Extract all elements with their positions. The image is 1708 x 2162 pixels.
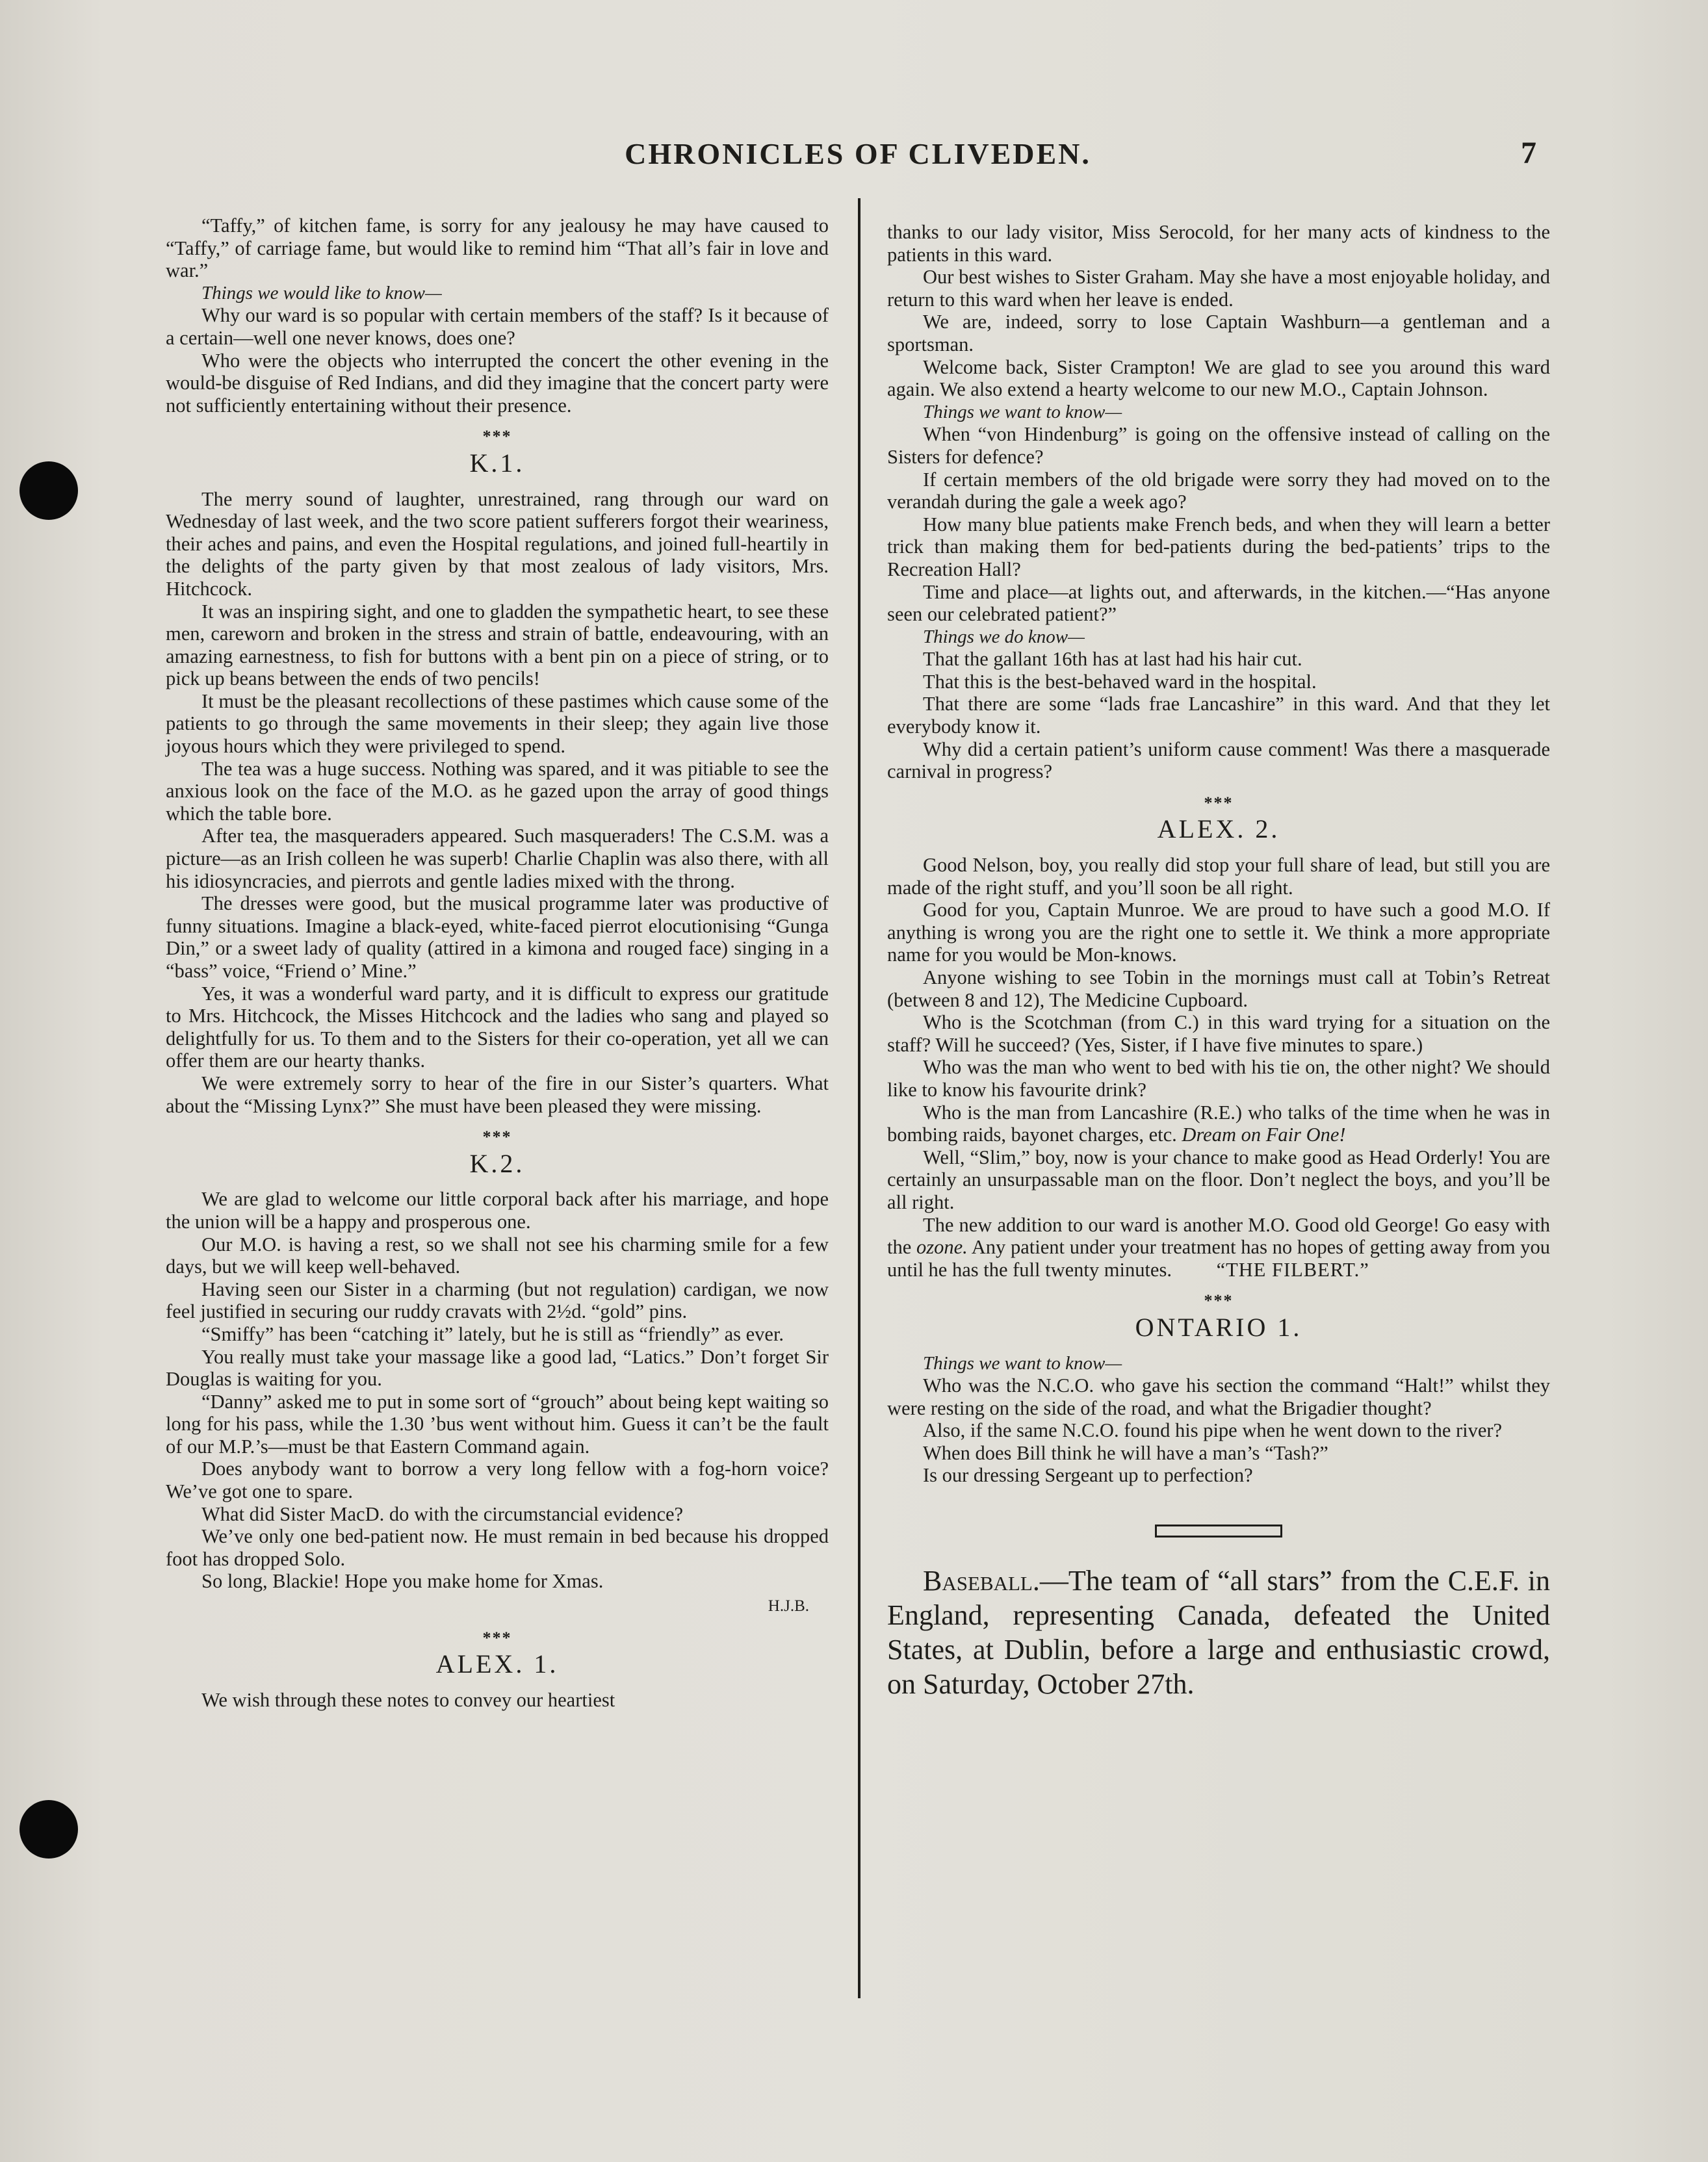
section-separator: ***	[1204, 1291, 1234, 1311]
alex2-paragraph: Good for you, Captain Munroe. We are proud to have such a good M.O. If anything is wrong you are the right one to settle it. We think a more appropriate name for you would be Mon-knows.	[887, 899, 1550, 966]
left-column	[166, 214, 829, 1711]
k1-paragraph: It must be the pleasant recollections of these pastimes which cause some of the patients to go through the same movements in their sleep; they again live those joyous hours which they were privileged to spend.	[166, 689, 829, 758]
alex1-paragraph: We are, indeed, sorry to lose Captain Washburn—a gentleman and a sportsman.	[887, 311, 1550, 355]
section-title-k1: K.1.	[469, 448, 525, 478]
alex1-continued-paragraph: thanks to our lady visitor, Miss Serocold, for her many acts of kindness to the patients in this ward.	[887, 221, 1550, 266]
know-item: Why did a certain patient’s uniform cause comment! Was there a masquerade carnival in progress?	[887, 738, 1550, 783]
alex2-paragraph: Who was the man who went to bed with his tie on, the other night? We should like to know his favourite drink?	[887, 1056, 1550, 1101]
k2-signature: H.J.B.	[768, 1597, 809, 1615]
section-separator: ***	[1204, 793, 1234, 812]
baseball-text: —The team of “all stars” from the C.E.F. in England, representing Canada, defeated the United States, at Dublin, before a large and enthusiastic crowd, on Saturday, October 27th.	[887, 1565, 1550, 1701]
dream-on-fair-one: Dream on Fair One!	[1182, 1124, 1346, 1146]
ontario-want-subhead: Things we want to know—	[923, 1352, 1122, 1374]
ozone-word: ozone.	[916, 1236, 968, 1259]
know-item: That the gallant 16th has at last had his hair cut.	[923, 648, 1302, 671]
red-indians-paragraph: Who were the objects who interrupted the concert the other evening in the would-be disguise of Red Indians, and did they imagine that the concert party were not sufficiently entertaining without their presence.	[166, 349, 829, 417]
alex2-lancashire-paragraph	[887, 1101, 1550, 1146]
new-mo-text-end: Any patient under your treatment has no hopes of getting away from you until he has the full twenty minutes.	[887, 1236, 1550, 1281]
section-title-alex2: ALEX. 2.	[1157, 814, 1280, 844]
alex2-new-mo-paragraph	[887, 1214, 1550, 1281]
know-item: That there are some “lads frae Lancashire” in this ward. And that they let everybody know it.	[887, 693, 1550, 738]
ornament-rule	[1155, 1525, 1282, 1538]
ontario-item: Also, if the same N.C.O. found his pipe when he went down to the river?	[923, 1419, 1503, 1442]
baseball-notice	[887, 1564, 1550, 1701]
k2-paragraph: Does anybody want to borrow a very long fellow with a fog-horn voice? We’ve got one to spare.	[166, 1458, 829, 1503]
k2-paragraph: We’ve only one bed-patient now. He must remain in bed because his dropped foot has dropped Solo.	[166, 1525, 829, 1570]
section-title-alex1: ALEX. 1.	[435, 1649, 559, 1679]
taffy-paragraph: “Taffy,” of kitchen fame, is sorry for any jealousy he may have caused to “Taffy,” of carriage fame, but would like to remind him “That all’s fair in love and war.”	[166, 214, 829, 282]
section-separator: ***	[482, 1127, 512, 1147]
k1-paragraph: It was an inspiring sight, and one to gladden the sympathetic heart, to see these men, careworn and broken in the stress and strain of battle, endeavouring, with an amazing earnestness, to fish for buttons with a bent pin on a piece of string, or to pick up beans between the ends of two pencils!	[166, 600, 829, 690]
ontario-item: Who was the N.C.O. who gave his section the command “Halt!” whilst they were resting on the side of the road, and what the Brigadier thought?	[887, 1374, 1550, 1419]
k2-paragraph: Our M.O. is having a rest, so we shall not see his charming smile for a few days, but we will keep well-behaved.	[166, 1233, 829, 1278]
know-item: That this is the best-behaved ward in the hospital.	[923, 670, 1317, 693]
k1-paragraph: After tea, the masqueraders appeared. Such masqueraders! The C.S.M. was a picture—as an Irish colleen he was superb! Charlie Chaplin was also there, with all his idiosyncracies, and pierrots and gentle ladies mixed with the throng.	[166, 825, 829, 892]
want-item: When “von Hindenburg” is going on the offensive instead of calling on the Sisters for defence?	[887, 423, 1550, 468]
alex2-paragraph: Anyone wishing to see Tobin in the mornings must call at Tobin’s Retreat (between 8 and 12), The Medicine Cupboard.	[887, 966, 1550, 1011]
k2-paragraph: We are glad to welcome our little corporal back after his marriage, and hope the union will be a happy and prosperous one.	[166, 1188, 829, 1233]
new-mo-text: The new addition to our ward is another M.O. Good old George! Go easy with the	[887, 1213, 1550, 1259]
lancashire-text: Who is the man from Lancashire (R.E.) who talks of the time when he was in bombing raids, bayonet charges, etc.	[887, 1101, 1550, 1146]
want-item: How many blue patients make French beds, and when they will learn a better trick than making them for bed-patients during the bed-patients’ trips to the Recreation Hall?	[887, 513, 1550, 580]
filbert-signature: “THE FILBERT.”	[1216, 1258, 1369, 1281]
k2-paragraph: Having seen our Sister in a charming (but not regulation) cardigan, we now feel justified in securing our ruddy cravats with 2½d. “gold” pins.	[166, 1278, 829, 1323]
ward-popular-paragraph: Why our ward is so popular with certain members of the staff? Is it because of a certain—well one never knows, does one?	[166, 304, 829, 349]
alex2-paragraph: Who is the Scotchman (from C.) in this ward trying for a situation on the staff? Will he succeed? (Yes, Sister, if I have five minutes to spare.)	[887, 1011, 1550, 1056]
section-separator: ***	[482, 427, 512, 446]
alex2-slim-paragraph: Well, “Slim,” boy, now is your chance to make good as Head Orderly! You are certainly an unsurpassable man on the floor. Don’t neglect the boys, and you’ll be all right.	[887, 1146, 1550, 1213]
alex1-paragraph: We wish through these notes to convey our heartiest	[201, 1688, 615, 1711]
k1-paragraph: The tea was a huge success. Nothing was spared, and it was pitiable to see the anxious look on the face of the M.O. as he gazed upon the array of good things which the table bore.	[166, 757, 829, 825]
right-column	[887, 221, 1550, 1701]
k2-paragraph: “Danny” asked me to put in some sort of “grouch” about being kept waiting so long for his pass, while the 1.30 ’bus went without him. Guess it can’t be the fault of our M.P.’s—must be that Eastern Command again.	[166, 1390, 829, 1458]
page-number: 7	[1521, 136, 1536, 170]
section-title-ontario1: ONTARIO 1.	[1135, 1312, 1302, 1342]
ontario-item: Is our dressing Sergeant up to perfection?	[923, 1464, 1253, 1487]
want-item: If certain members of the old brigade were sorry they had moved on to the verandah during the gale a week ago?	[887, 468, 1550, 513]
punch-hole-top	[19, 461, 78, 520]
k1-paragraph: The dresses were good, but the musical programme later was productive of funny situations. Imagine a black-eyed, white-faced pierrot elocutionising “Gunga Din,” or a sweet lady of quality (attired in a kimona and rouged face) singing in a “bass” voice, “Friend o’ Mine.”	[166, 892, 829, 982]
k1-paragraph: Yes, it was a wonderful ward party, and it is difficult to express our gratitude to Mrs. Hitchcock, the Misses Hitchcock and the ladies who sang and played so delightfully for us. To them and to the Sisters for their co-operation, yet all we can offer them are our hearty thanks.	[166, 982, 829, 1072]
column-divider	[858, 198, 860, 1998]
k1-paragraph: The merry sound of laughter, unrestrained, rang through our ward on Wednesday of last week, and the two score patient sufferers forgot their weariness, their aches and pains, and even the Hospital regulations, and joined full-heartily in the delights of the party given by that most zealous of lady visitors, Mrs. Hitchcock.	[166, 487, 829, 600]
section-title-k2: K.2.	[469, 1148, 525, 1178]
k2-paragraph: So long, Blackie! Hope you make home for Xmas.	[201, 1570, 604, 1593]
baseball-lead: Baseball.	[923, 1565, 1040, 1597]
alex1-paragraph: Welcome back, Sister Crampton! We are glad to see you around this ward again. We also extend a hearty welcome to our new M.O., Captain Johnson.	[887, 355, 1550, 401]
alex1-paragraph: Our best wishes to Sister Graham. May she have a most enjoyable holiday, and return to this ward when her leave is ended.	[887, 266, 1550, 311]
ontario-item: When does Bill think he will have a man’s “Tash?”	[923, 1441, 1328, 1464]
punch-hole-bottom	[19, 1800, 78, 1859]
running-title: CHRONICLES OF CLIVEDEN.	[625, 137, 1091, 170]
alex2-paragraph: Good Nelson, boy, you really did stop your full share of lead, but still you are made of the right stuff, and you’ll soon be all right.	[887, 854, 1550, 899]
k1-paragraph: We were extremely sorry to hear of the fire in our Sister’s quarters. What about the “Missing Lynx?” She must have been pleased they were missing.	[166, 1072, 829, 1117]
things-know-subhead: Things we do know—	[923, 626, 1085, 647]
things-would-like-subhead: Things we would like to know—	[201, 282, 442, 303]
k2-paragraph: You really must take your massage like a good lad, “Latics.” Don’t forget Sir Douglas is waiting for you.	[166, 1345, 829, 1391]
k2-paragraph: “Smiffy” has been “catching it” lately, but he is still as “friendly” as ever.	[201, 1322, 784, 1345]
things-want-subhead: Things we want to know—	[923, 401, 1122, 422]
section-separator: ***	[482, 1628, 512, 1647]
k2-paragraph: What did Sister MacD. do with the circumstancial evidence?	[201, 1502, 684, 1525]
want-item: Time and place—at lights out, and afterwards, in the kitchen.—“Has anyone seen our celebrated patient?”	[887, 580, 1550, 626]
